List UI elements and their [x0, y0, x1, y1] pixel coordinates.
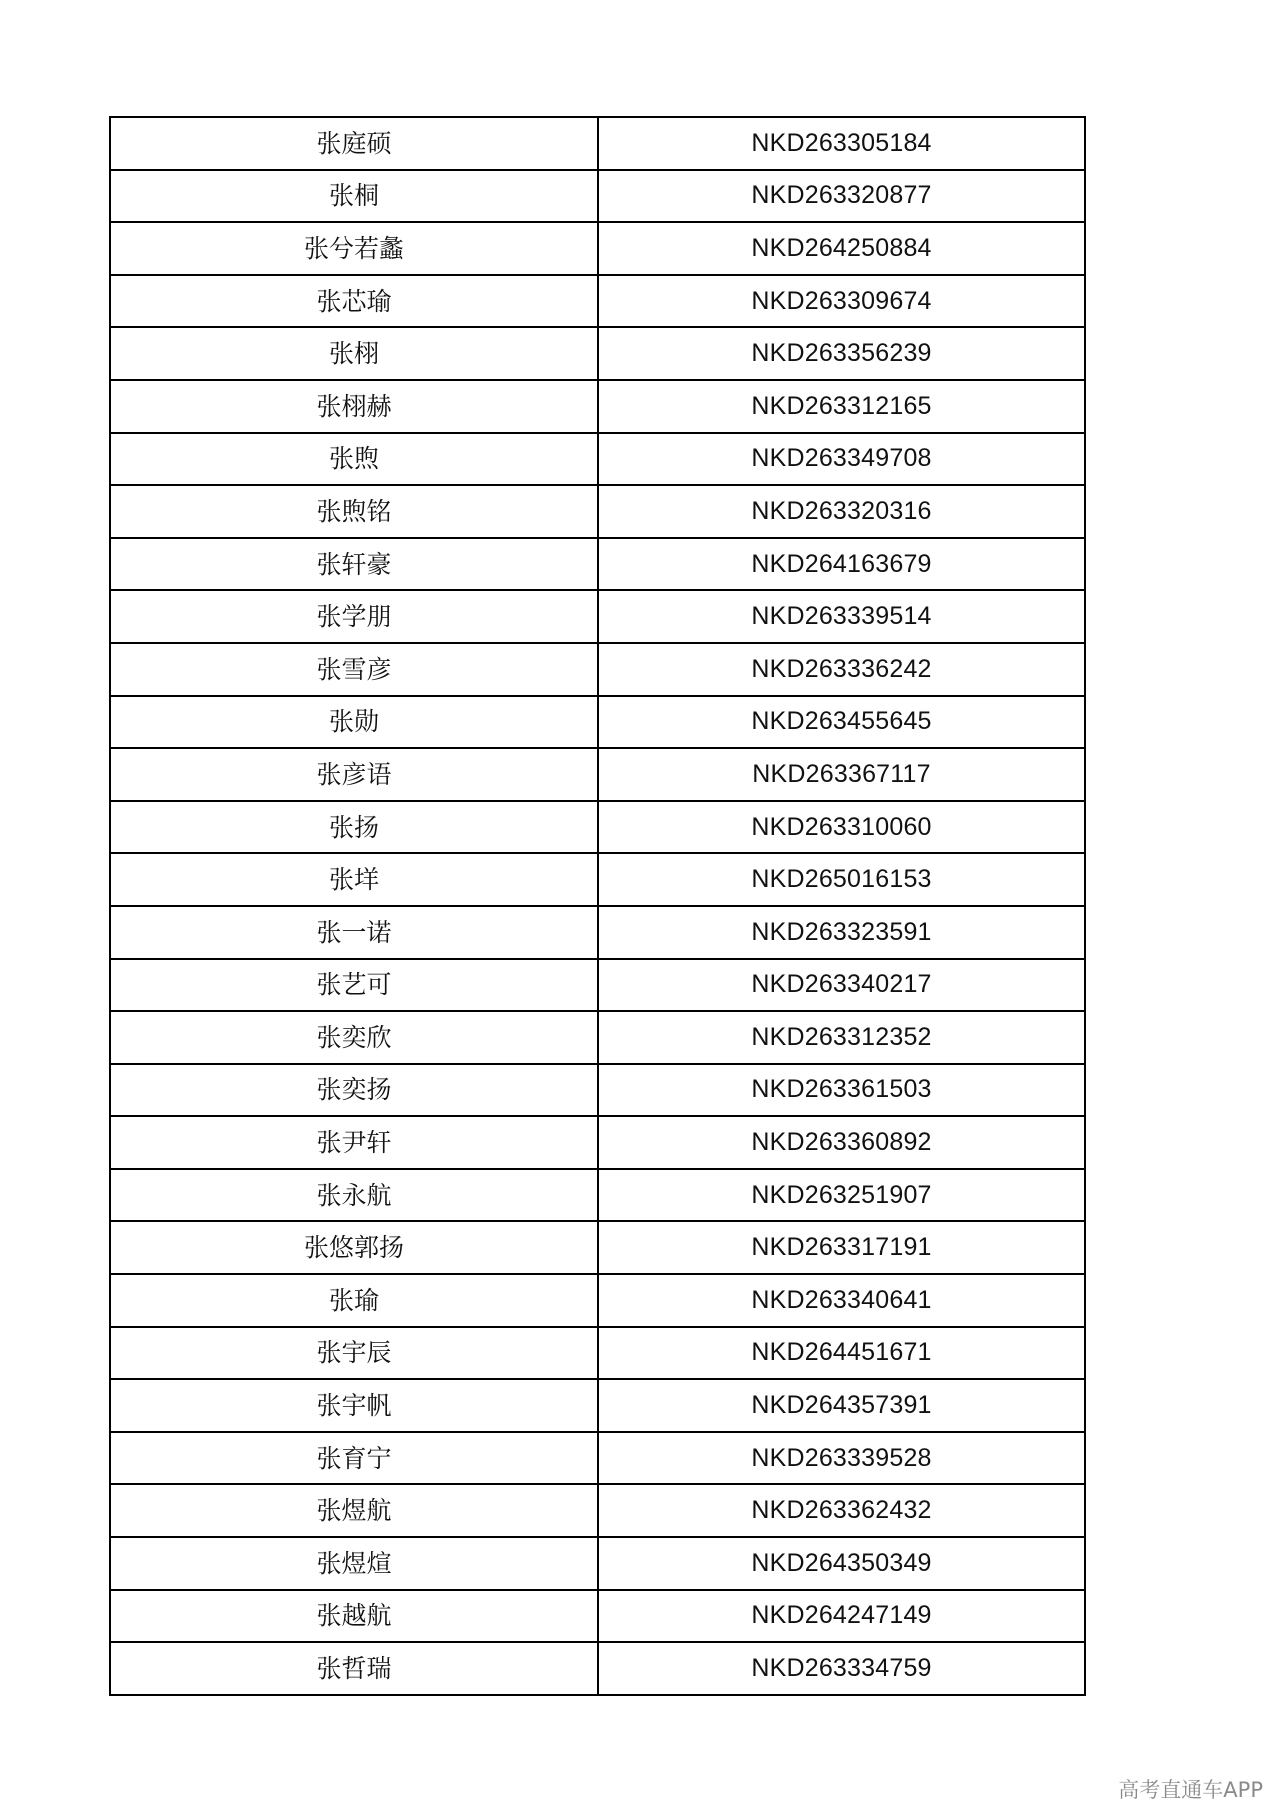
registration-number-cell: NKD264163679: [598, 538, 1085, 591]
student-name-cell: 张栩赫: [110, 380, 598, 433]
registration-number-cell: NKD263361503: [598, 1064, 1085, 1117]
registration-number-cell: NKD263339514: [598, 590, 1085, 643]
student-name-cell: 张育宁: [110, 1432, 598, 1485]
student-name-cell: 张宇帆: [110, 1379, 598, 1432]
table-row: [110, 485, 1085, 538]
table-row: [110, 222, 1085, 275]
registration-number-cell: NKD264451671: [598, 1327, 1085, 1380]
table-row: [110, 1064, 1085, 1117]
registration-number-cell: NKD263310060: [598, 801, 1085, 854]
student-name-cell: 张煦: [110, 433, 598, 486]
table-row: [110, 1432, 1085, 1485]
registration-number-cell: NKD263320877: [598, 170, 1085, 223]
table-row: [110, 170, 1085, 223]
table-row: [110, 696, 1085, 749]
student-name-cell: 张煜煊: [110, 1537, 598, 1590]
student-name-cell: 张勋: [110, 696, 598, 749]
table-row: [110, 959, 1085, 1012]
registration-number-cell: NKD264247149: [598, 1590, 1085, 1643]
student-name-cell: 张庭硕: [110, 117, 598, 170]
registration-number-cell: NKD263312165: [598, 380, 1085, 433]
student-name-cell: 张雪彦: [110, 643, 598, 696]
table-row: [110, 1116, 1085, 1169]
table-row: [110, 853, 1085, 906]
registration-number-cell: NKD263309674: [598, 275, 1085, 328]
registration-number-cell: NKD263336242: [598, 643, 1085, 696]
table-row: [110, 327, 1085, 380]
registration-number-cell: NKD263340217: [598, 959, 1085, 1012]
table-row: [110, 906, 1085, 959]
student-name-cell: 张垟: [110, 853, 598, 906]
registration-number-cell: NKD263356239: [598, 327, 1085, 380]
student-name-cell: 张一诺: [110, 906, 598, 959]
table-row: [110, 1169, 1085, 1222]
student-name-cell: 张永航: [110, 1169, 598, 1222]
table-row: [110, 801, 1085, 854]
table-row: [110, 1642, 1085, 1695]
table-row: [110, 1484, 1085, 1537]
student-name-cell: 张芯瑜: [110, 275, 598, 328]
student-name-cell: 张哲瑞: [110, 1642, 598, 1695]
table-row: [110, 748, 1085, 801]
student-name-cell: 张兮若蠡: [110, 222, 598, 275]
registration-number-cell: NKD263362432: [598, 1484, 1085, 1537]
table-row: [110, 1379, 1085, 1432]
table-row: [110, 1327, 1085, 1380]
student-name-cell: 张彦语: [110, 748, 598, 801]
student-name-cell: 张悠郭扬: [110, 1221, 598, 1274]
table-row: [110, 1274, 1085, 1327]
registration-number-cell: NKD263334759: [598, 1642, 1085, 1695]
table-row: [110, 433, 1085, 486]
student-name-cell: 张煦铭: [110, 485, 598, 538]
registration-number-cell: NKD263320316: [598, 485, 1085, 538]
student-name-cell: 张扬: [110, 801, 598, 854]
student-name-cell: 张桐: [110, 170, 598, 223]
registration-number-cell: NKD264250884: [598, 222, 1085, 275]
registration-number-cell: NKD264350349: [598, 1537, 1085, 1590]
table-row: [110, 538, 1085, 591]
roster-table: [109, 116, 1086, 1696]
table-row: [110, 1537, 1085, 1590]
student-name-cell: 张学朋: [110, 590, 598, 643]
student-name-cell: 张艺可: [110, 959, 598, 1012]
table-row: [110, 590, 1085, 643]
student-name-cell: 张栩: [110, 327, 598, 380]
registration-number-cell: NKD263305184: [598, 117, 1085, 170]
table-row: [110, 275, 1085, 328]
registration-number-cell: NKD263455645: [598, 696, 1085, 749]
student-name-cell: 张尹轩: [110, 1116, 598, 1169]
table-row: [110, 643, 1085, 696]
student-name-cell: 张奕扬: [110, 1064, 598, 1117]
student-name-cell: 张奕欣: [110, 1011, 598, 1064]
student-name-cell: 张煜航: [110, 1484, 598, 1537]
registration-number-cell: NKD265016153: [598, 853, 1085, 906]
table-row: [110, 1011, 1085, 1064]
registration-number-cell: NKD263360892: [598, 1116, 1085, 1169]
registration-number-cell: NKD264357391: [598, 1379, 1085, 1432]
table-row: [110, 1590, 1085, 1643]
student-name-cell: 张宇辰: [110, 1327, 598, 1380]
table-row: [110, 117, 1085, 170]
table-row: [110, 380, 1085, 433]
registration-number-cell: NKD263340641: [598, 1274, 1085, 1327]
student-name-cell: 张越航: [110, 1590, 598, 1643]
student-name-cell: 张瑜: [110, 1274, 598, 1327]
table-row: [110, 1221, 1085, 1274]
student-name-cell: 张轩豪: [110, 538, 598, 591]
registration-number-cell: NKD263367117: [598, 748, 1085, 801]
registration-number-cell: NKD263312352: [598, 1011, 1085, 1064]
registration-number-cell: NKD263349708: [598, 433, 1085, 486]
registration-number-cell: NKD263251907: [598, 1169, 1085, 1222]
app-watermark: 高考直通车APP: [1118, 1778, 1263, 1802]
roster-table-body: [110, 117, 1085, 1695]
registration-number-cell: NKD263339528: [598, 1432, 1085, 1485]
registration-number-cell: NKD263317191: [598, 1221, 1085, 1274]
registration-number-cell: NKD263323591: [598, 906, 1085, 959]
